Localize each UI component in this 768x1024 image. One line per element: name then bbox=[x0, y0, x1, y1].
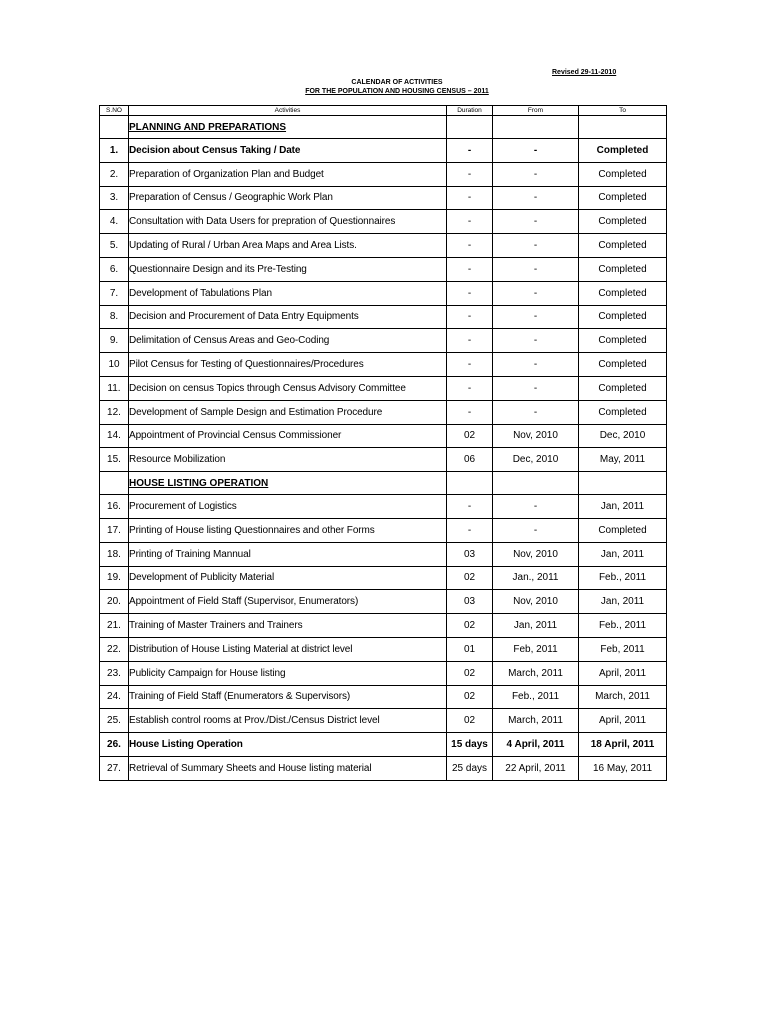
to-cell: 18 April, 2011 bbox=[579, 733, 667, 757]
sno-cell: 15. bbox=[100, 448, 129, 472]
to-cell: Completed bbox=[579, 234, 667, 258]
from-cell: March, 2011 bbox=[493, 709, 579, 733]
duration-cell: - bbox=[447, 329, 493, 353]
document-subtitle: FOR THE POPULATION AND HOUSING CENSUS – 2011 bbox=[305, 88, 489, 95]
from-cell: - bbox=[493, 186, 579, 210]
activity-cell: Development of Publicity Material bbox=[129, 566, 447, 590]
from-cell: - bbox=[493, 495, 579, 519]
duration-cell: - bbox=[447, 305, 493, 329]
activity-cell: Printing of House listing Questionnaires and other Forms bbox=[129, 518, 447, 542]
from-cell: Nov, 2010 bbox=[493, 590, 579, 614]
to-cell: April, 2011 bbox=[579, 709, 667, 733]
table-row bbox=[100, 400, 667, 424]
table-row bbox=[100, 210, 667, 234]
table-row bbox=[100, 685, 667, 709]
activity-cell: Preparation of Organization Plan and Budget bbox=[129, 162, 447, 186]
activity-cell: Updating of Rural / Urban Area Maps and Area Lists. bbox=[129, 234, 447, 258]
from-cell: - bbox=[493, 376, 579, 400]
activity-cell: Appointment of Field Staff (Supervisor, Enumerators) bbox=[129, 590, 447, 614]
to-cell: Completed bbox=[579, 305, 667, 329]
from-cell: - bbox=[493, 305, 579, 329]
sno-cell: 10 bbox=[100, 353, 129, 377]
from-cell: Jan., 2011 bbox=[493, 566, 579, 590]
activity-cell: Procurement of Logistics bbox=[129, 495, 447, 519]
from-cell: - bbox=[493, 329, 579, 353]
to-cell: Feb, 2011 bbox=[579, 637, 667, 661]
sno-cell: 6. bbox=[100, 257, 129, 281]
duration-cell: 25 days bbox=[447, 756, 493, 780]
table-body bbox=[100, 116, 667, 781]
section-header-planning bbox=[100, 116, 667, 139]
from-cell: Nov, 2010 bbox=[493, 424, 579, 448]
duration-cell: - bbox=[447, 234, 493, 258]
to-cell: 16 May, 2011 bbox=[579, 756, 667, 780]
activity-cell: Training of Master Trainers and Trainers bbox=[129, 614, 447, 638]
duration-cell: - bbox=[447, 518, 493, 542]
from-cell: Feb., 2011 bbox=[493, 685, 579, 709]
activity-cell: Consultation with Data Users for prepration of Questionnaires bbox=[129, 210, 447, 234]
activity-cell: Printing of Training Mannual bbox=[129, 542, 447, 566]
table-row bbox=[100, 614, 667, 638]
section-sno-cell bbox=[100, 116, 129, 139]
column-header-duration: Duration bbox=[447, 106, 493, 116]
duration-cell: - bbox=[447, 400, 493, 424]
duration-cell: - bbox=[447, 353, 493, 377]
from-cell: - bbox=[493, 281, 579, 305]
section-duration-cell bbox=[447, 472, 493, 495]
table-row bbox=[100, 518, 667, 542]
sno-cell: 9. bbox=[100, 329, 129, 353]
sno-cell: 11. bbox=[100, 376, 129, 400]
to-cell: Feb., 2011 bbox=[579, 614, 667, 638]
sno-cell: 16. bbox=[100, 495, 129, 519]
table-row bbox=[100, 162, 667, 186]
sno-cell: 7. bbox=[100, 281, 129, 305]
duration-cell: 02 bbox=[447, 661, 493, 685]
to-cell: March, 2011 bbox=[579, 685, 667, 709]
duration-cell: - bbox=[447, 186, 493, 210]
activity-cell: Retrieval of Summary Sheets and House listing material bbox=[129, 756, 447, 780]
from-cell: - bbox=[493, 400, 579, 424]
to-cell: Completed bbox=[579, 139, 667, 163]
column-header-to: To bbox=[579, 106, 667, 116]
activity-cell: Distribution of House Listing Material at district level bbox=[129, 637, 447, 661]
duration-cell: 02 bbox=[447, 685, 493, 709]
sno-cell: 23. bbox=[100, 661, 129, 685]
from-cell: March, 2011 bbox=[493, 661, 579, 685]
duration-cell: - bbox=[447, 210, 493, 234]
duration-cell: 03 bbox=[447, 590, 493, 614]
table-row bbox=[100, 756, 667, 780]
activity-cell: Delimitation of Census Areas and Geo-Coding bbox=[129, 329, 447, 353]
section-title: HOUSE LISTING OPERATION bbox=[129, 472, 447, 495]
section-duration-cell bbox=[447, 116, 493, 139]
table-row bbox=[100, 234, 667, 258]
table-row bbox=[100, 542, 667, 566]
activity-cell: Questionnaire Design and its Pre-Testing bbox=[129, 257, 447, 281]
from-cell: - bbox=[493, 234, 579, 258]
revised-date: Revised 29-11-2010 bbox=[552, 69, 617, 76]
table-row bbox=[100, 448, 667, 472]
activity-cell: Development of Tabulations Plan bbox=[129, 281, 447, 305]
to-cell: Completed bbox=[579, 210, 667, 234]
column-header-activities: Activities bbox=[129, 106, 447, 116]
activity-cell: Development of Sample Design and Estimation Procedure bbox=[129, 400, 447, 424]
to-cell: Jan, 2011 bbox=[579, 590, 667, 614]
sno-cell: 27. bbox=[100, 756, 129, 780]
sno-cell: 8. bbox=[100, 305, 129, 329]
duration-cell: - bbox=[447, 162, 493, 186]
table-row bbox=[100, 661, 667, 685]
to-cell: Dec, 2010 bbox=[579, 424, 667, 448]
to-cell: Completed bbox=[579, 162, 667, 186]
table-row bbox=[100, 139, 667, 163]
duration-cell: - bbox=[447, 139, 493, 163]
activity-cell: Decision on census Topics through Census Advisory Committee bbox=[129, 376, 447, 400]
to-cell: April, 2011 bbox=[579, 661, 667, 685]
sno-cell: 22. bbox=[100, 637, 129, 661]
table-row bbox=[100, 495, 667, 519]
sno-cell: 18. bbox=[100, 542, 129, 566]
sno-cell: 5. bbox=[100, 234, 129, 258]
from-cell: Feb, 2011 bbox=[493, 637, 579, 661]
activity-cell: Appointment of Provincial Census Commissioner bbox=[129, 424, 447, 448]
section-sno-cell bbox=[100, 472, 129, 495]
duration-cell: - bbox=[447, 257, 493, 281]
table-row bbox=[100, 590, 667, 614]
table-row bbox=[100, 424, 667, 448]
table-row bbox=[100, 733, 667, 757]
from-cell: Nov, 2010 bbox=[493, 542, 579, 566]
table-row bbox=[100, 637, 667, 661]
activity-cell: Pilot Census for Testing of Questionnaires/Procedures bbox=[129, 353, 447, 377]
document-title: CALENDAR OF ACTIVITIES bbox=[351, 79, 443, 86]
to-cell: Completed bbox=[579, 329, 667, 353]
table-row bbox=[100, 329, 667, 353]
to-cell: Jan, 2011 bbox=[579, 495, 667, 519]
sno-cell: 21. bbox=[100, 614, 129, 638]
sno-cell: 14. bbox=[100, 424, 129, 448]
duration-cell: 02 bbox=[447, 566, 493, 590]
section-to-cell bbox=[579, 472, 667, 495]
duration-cell: - bbox=[447, 376, 493, 400]
to-cell: Completed bbox=[579, 400, 667, 424]
sno-cell: 24. bbox=[100, 685, 129, 709]
sno-cell: 19. bbox=[100, 566, 129, 590]
sno-cell: 1. bbox=[100, 139, 129, 163]
duration-cell: - bbox=[447, 281, 493, 305]
table-row bbox=[100, 353, 667, 377]
to-cell: Completed bbox=[579, 281, 667, 305]
from-cell: 4 April, 2011 bbox=[493, 733, 579, 757]
duration-cell: 01 bbox=[447, 637, 493, 661]
column-header-from: From bbox=[493, 106, 579, 116]
table-row bbox=[100, 376, 667, 400]
from-cell: Jan, 2011 bbox=[493, 614, 579, 638]
to-cell: Completed bbox=[579, 518, 667, 542]
from-cell: - bbox=[493, 257, 579, 281]
activity-cell: House Listing Operation bbox=[129, 733, 447, 757]
activity-cell: Training of Field Staff (Enumerators & Supervisors) bbox=[129, 685, 447, 709]
duration-cell: 15 days bbox=[447, 733, 493, 757]
section-title: PLANNING AND PREPARATIONS bbox=[129, 116, 447, 139]
from-cell: - bbox=[493, 210, 579, 234]
to-cell: Completed bbox=[579, 186, 667, 210]
to-cell: Completed bbox=[579, 353, 667, 377]
section-header-house-listing bbox=[100, 472, 667, 495]
from-cell: - bbox=[493, 353, 579, 377]
table-row bbox=[100, 186, 667, 210]
sno-cell: 2. bbox=[100, 162, 129, 186]
to-cell: Completed bbox=[579, 257, 667, 281]
table-row bbox=[100, 566, 667, 590]
sno-cell: 26. bbox=[100, 733, 129, 757]
column-header-sno: S.NO bbox=[100, 106, 129, 116]
duration-cell: 02 bbox=[447, 424, 493, 448]
sno-cell: 17. bbox=[100, 518, 129, 542]
duration-cell: 02 bbox=[447, 709, 493, 733]
activity-cell: Establish control rooms at Prov./Dist./Census District level bbox=[129, 709, 447, 733]
to-cell: May, 2011 bbox=[579, 448, 667, 472]
duration-cell: 06 bbox=[447, 448, 493, 472]
table-row bbox=[100, 305, 667, 329]
duration-cell: 02 bbox=[447, 614, 493, 638]
to-cell: Feb., 2011 bbox=[579, 566, 667, 590]
table-row bbox=[100, 257, 667, 281]
activities-table bbox=[99, 105, 667, 781]
section-from-cell bbox=[493, 116, 579, 139]
duration-cell: 03 bbox=[447, 542, 493, 566]
from-cell: - bbox=[493, 162, 579, 186]
sno-cell: 12. bbox=[100, 400, 129, 424]
to-cell: Completed bbox=[579, 376, 667, 400]
to-cell: Jan, 2011 bbox=[579, 542, 667, 566]
section-to-cell bbox=[579, 116, 667, 139]
activity-cell: Preparation of Census / Geographic Work Plan bbox=[129, 186, 447, 210]
sno-cell: 25. bbox=[100, 709, 129, 733]
from-cell: - bbox=[493, 518, 579, 542]
sno-cell: 4. bbox=[100, 210, 129, 234]
activity-cell: Publicity Campaign for House listing bbox=[129, 661, 447, 685]
sno-cell: 20. bbox=[100, 590, 129, 614]
table-row bbox=[100, 709, 667, 733]
activity-cell: Decision about Census Taking / Date bbox=[129, 139, 447, 163]
activity-cell: Decision and Procurement of Data Entry Equipments bbox=[129, 305, 447, 329]
from-cell: - bbox=[493, 139, 579, 163]
section-from-cell bbox=[493, 472, 579, 495]
table-header-row bbox=[100, 106, 667, 116]
sno-cell: 3. bbox=[100, 186, 129, 210]
from-cell: 22 April, 2011 bbox=[493, 756, 579, 780]
from-cell: Dec, 2010 bbox=[493, 448, 579, 472]
activity-cell: Resource Mobilization bbox=[129, 448, 447, 472]
duration-cell: - bbox=[447, 495, 493, 519]
table-row bbox=[100, 281, 667, 305]
